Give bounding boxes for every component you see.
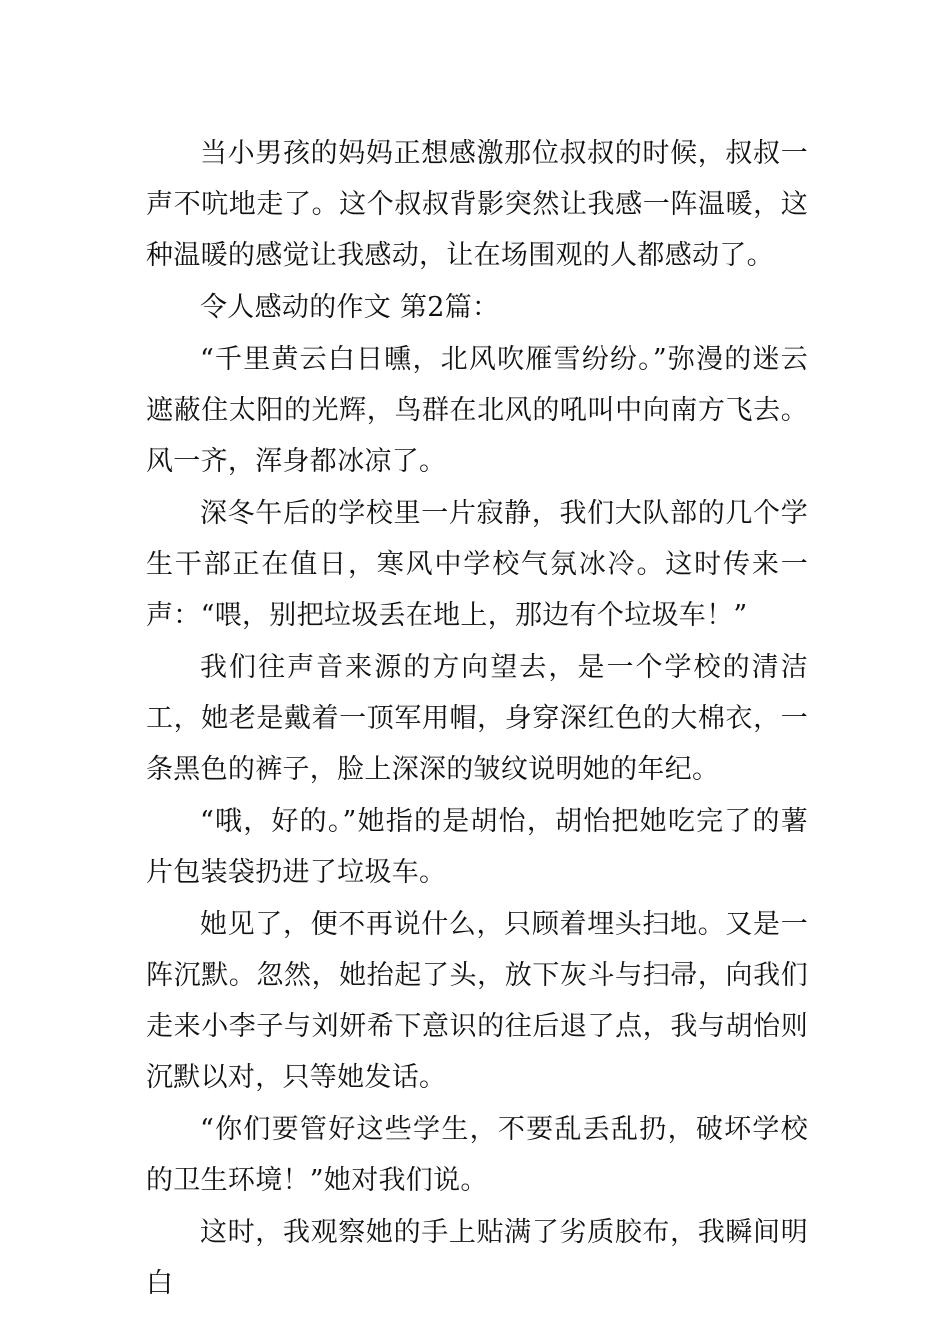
paragraph-3: 深冬午后的学校里一片寂静，我们大队部的几个学生干部正在值日，寒风中学校气氛冰冷。这时传来一声：“喂，别把垃圾丢在地上，那边有个垃圾车！” <box>146 498 808 631</box>
paragraph-2: “千里黄云白日曛，北风吹雁雪纷纷。”弥漫的迷云遮蔽住太阳的光辉，鸟群在北风的吼叫中向南方飞去。风一齐，浑身都冰凉了。 <box>146 344 808 477</box>
paragraph-8: 这时，我观察她的手上贴满了劣质胶布，我瞬间明白 <box>146 1217 808 1299</box>
paragraph-6: 她见了，便不再说什么，只顾着埋头扫地。又是一阵沉默。忽然，她抬起了头，放下灰斗与扫帚，向我们走来小李子与刘妍希下意识的往后退了点，我与胡怡则沉默以对，只等她发话。 <box>146 909 808 1093</box>
section-heading: 令人感动的作文 第2篇： <box>200 292 500 323</box>
document-body <box>146 128 808 1310</box>
paragraph-4: 我们往声音来源的方向望去，是一个学校的清洁工，她老是戴着一顶军用帽，身穿深红色的大棉衣，一条黑色的裤子，脸上深深的皱纹说明她的年纪。 <box>146 652 808 785</box>
paragraph-5: “哦，好的。”她指的是胡怡，胡怡把她吃完了的薯片包装袋扔进了垃圾车。 <box>146 806 808 888</box>
paragraph-1: 当小男孩的妈妈正想感激那位叔叔的时候，叔叔一声不吭地走了。这个叔叔背影突然让我感一阵温暖，这种温暖的感觉让我感动，让在场围观的人都感动了。 <box>146 138 808 271</box>
paragraph-7: “你们要管好这些学生，不要乱丢乱扔，破坏学校的卫生环境！”她对我们说。 <box>146 1114 808 1196</box>
